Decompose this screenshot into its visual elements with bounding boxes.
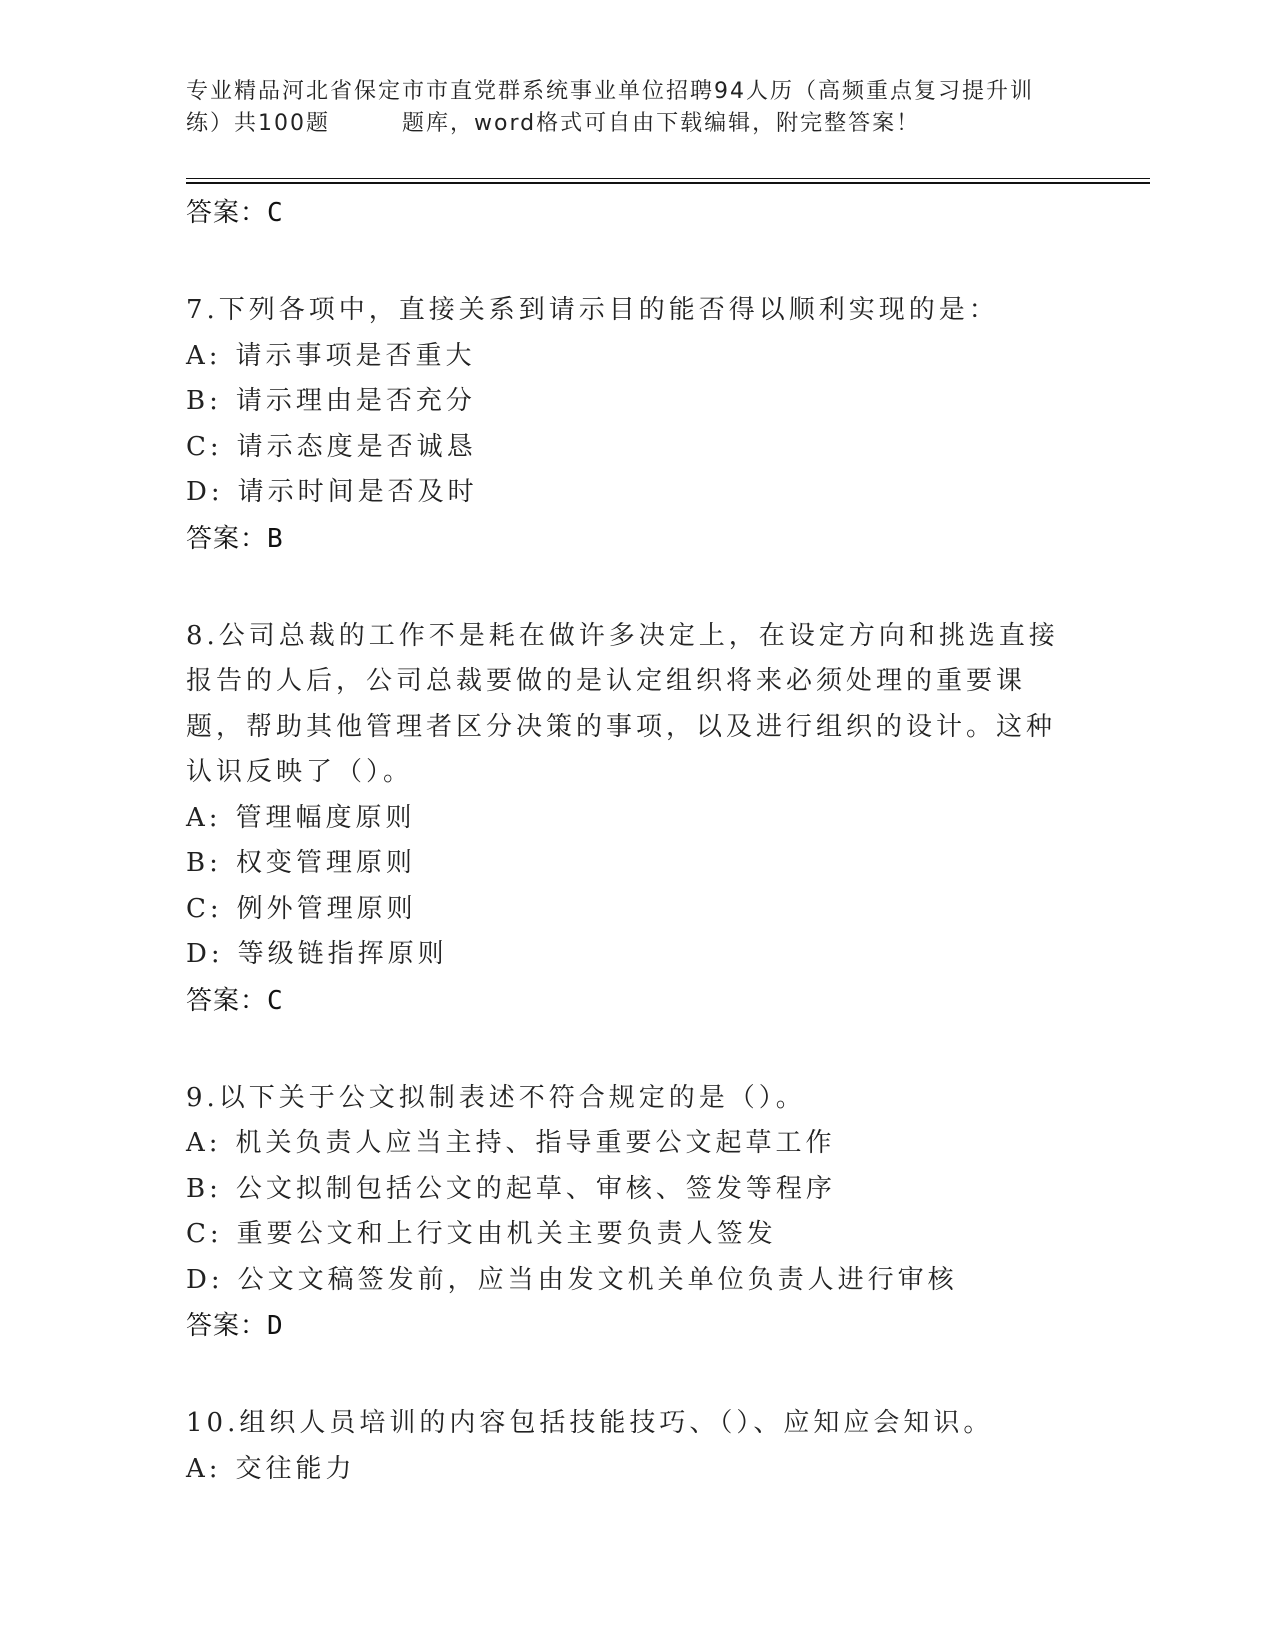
option-key: C: [186, 893, 223, 924]
option-text: 公文拟制包括公文的起草、审核、签发等程序 [235, 1173, 836, 1204]
option-text: 请示事项是否重大 [235, 340, 476, 371]
question-stem: 9.以下关于公文拟制表述不符合规定的是（）。 [186, 1082, 806, 1113]
option-c [186, 887, 1066, 933]
option-key: A: [186, 1453, 222, 1484]
question-stem: 7.下列各项中，直接关系到请示目的能否得以顺利实现的是： [186, 295, 999, 325]
question-9 [186, 1076, 1066, 1350]
option-a [186, 1121, 1066, 1167]
option-key: C: [186, 431, 223, 462]
header-line-2-part-1: 练）共100题 [186, 111, 330, 136]
answer-line [186, 1303, 1066, 1349]
header-divider-thick [186, 182, 1150, 184]
option-text: 交往能力 [235, 1453, 356, 1484]
option-key: D: [186, 1264, 224, 1295]
option-key: A: [186, 1128, 222, 1158]
option-b [186, 379, 1066, 425]
option-c [186, 1212, 1066, 1258]
document-body [186, 190, 1066, 1492]
option-text: 例外管理原则 [236, 893, 417, 924]
question-7 [186, 288, 1066, 562]
header-line-2 [186, 108, 1086, 140]
answer-line [186, 516, 1066, 562]
option-c [186, 425, 1066, 471]
option-key: B: [186, 386, 222, 416]
answer-label: 答案： [186, 985, 268, 1016]
option-key: D: [186, 477, 224, 507]
question-stem: 8.公司总裁的工作不是耗在做许多决定上，在设定方向和挑选直接报告的人后，公司总裁要做的是认定组织将来必须处理的重要课题，帮助其他管理者区分决策的事项，以及进行组织的设计。这种认识反映了（）。 [186, 620, 1059, 787]
option-key: C: [186, 1219, 223, 1249]
option-text: 请示态度是否诚恳 [236, 431, 477, 462]
option-key: B: [186, 1173, 222, 1204]
question-8 [186, 614, 1066, 1024]
answer-value: B [267, 523, 284, 554]
answer-label: 答案： [186, 523, 268, 554]
option-key: A: [186, 340, 222, 371]
header-divider-thin [186, 178, 1150, 179]
answer-label: 答案： [186, 1311, 268, 1341]
option-d [186, 932, 1066, 978]
header-line-2-part-2: 题库，word格式可自由下载编辑，附完整答案！ [402, 111, 921, 136]
option-text: 机关负责人应当主持、指导重要公文起草工作 [235, 1128, 836, 1158]
option-b [186, 841, 1066, 887]
option-text: 公文文稿签发前，应当由发文机关单位负责人进行审核 [237, 1264, 958, 1295]
option-a [186, 1447, 1066, 1493]
answer-line [186, 190, 1066, 236]
option-key: B: [186, 848, 222, 878]
option-text: 管理幅度原则 [235, 802, 416, 833]
option-key: D: [186, 939, 224, 969]
option-d [186, 1258, 1066, 1304]
answer-value: C [267, 198, 284, 228]
option-text: 重要公文和上行文由机关主要负责人签发 [236, 1219, 777, 1249]
option-a [186, 796, 1066, 842]
header-line-1: 专业精品河北省保定市市直党群系统事业单位招聘94人历（高频重点复习提升训 [186, 79, 1034, 104]
question-10 [186, 1401, 1066, 1492]
option-a [186, 334, 1066, 380]
option-text: 请示理由是否充分 [235, 386, 476, 416]
answer-line [186, 978, 1066, 1024]
answer-label: 答案： [186, 198, 268, 228]
answer-value: D [267, 1311, 284, 1341]
document-header [186, 76, 1086, 140]
option-b [186, 1167, 1066, 1213]
option-text: 权变管理原则 [235, 848, 416, 878]
option-text: 等级链指挥原则 [237, 939, 448, 969]
option-text: 请示时间是否及时 [237, 477, 478, 507]
option-key: A: [186, 802, 222, 833]
option-d [186, 470, 1066, 516]
answer-value: C [267, 985, 284, 1016]
question-stem: 10.组织人员培训的内容包括技能技巧、（）、应知应会知识。 [186, 1408, 994, 1438]
